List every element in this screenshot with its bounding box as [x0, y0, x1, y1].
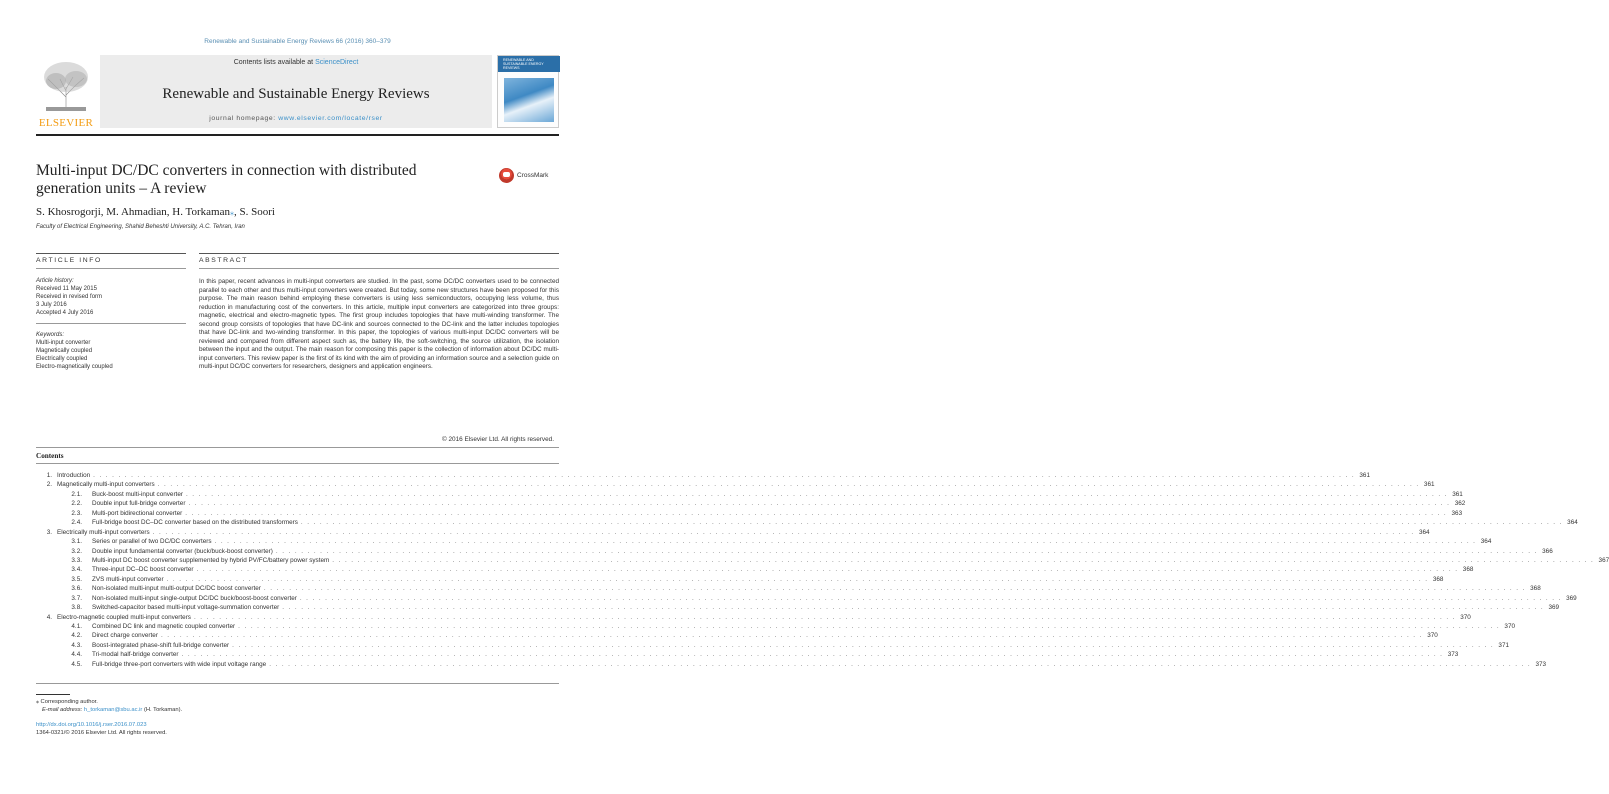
- sciencedirect-link[interactable]: ScienceDirect: [315, 59, 359, 66]
- toc-entry-number: 3.4.: [71, 566, 82, 574]
- author-name[interactable]: , S. Soori: [233, 206, 275, 218]
- doi-block: [36, 721, 167, 738]
- toc-entry-number: 2.1.: [71, 490, 82, 498]
- toc-entry-number: 1.: [46, 472, 52, 479]
- article-info-subrule: [36, 268, 186, 269]
- toc-leader-dots: . . . . . . . . . . . . . . . . . . . . . . . . . . . . . . . . . . . . . . . . . . . . . . . . . . . . . . . . . . . . . . . . . . . . . . . . . . . . . . . . . . . . . . . . . . . . . . . . . . . . . . . . . . . . . . . . . . . . . . . . . . . . . . . . . . . . . . . . . . . . . . . . . . . . . . . . . . . . . . . . . . . . . . . . . . . . . . . . . . . . . . . . . . . . . . . . . . . . . . . .: [332, 556, 1595, 564]
- article-info-rule: [36, 253, 186, 254]
- toc-entry[interactable]: [36, 631, 1438, 640]
- toc-leader-dots: . . . . . . . . . . . . . . . . . . . . . . . . . . . . . . . . . . . . . . . . . . . . . . . . . . . . . . . . . . . . . . . . . . . . . . . . . . . . . . . . . . . . . . . . . . . . . . . . . . . . . . . . . . . . . . . . . . . . . . . . . . . . . . . . . . . . . . . . . . . . . . . . . . . . . . . . . . . . . . . . . . . . . . . . . . . . . . . . . . . . . . . . . . . . . . . . . . . . . . . .: [214, 538, 1477, 546]
- toc-entry[interactable]: [36, 650, 1459, 659]
- journal-cover-thumbnail[interactable]: [497, 55, 559, 128]
- header-divider: [36, 134, 559, 136]
- toc-entry-page[interactable]: 361: [1452, 490, 1463, 498]
- toc-entry-page[interactable]: 364: [1567, 519, 1578, 527]
- toc-entry-page[interactable]: 370: [1427, 632, 1438, 640]
- toc-entry-title[interactable]: Boost-integrated phase-shift full-bridge converter: [92, 641, 230, 649]
- toc-entry-number: 3.6.: [71, 585, 82, 593]
- toc-entry-title[interactable]: Full-bridge boost DC–DC converter based on the distributed transformers: [92, 519, 298, 527]
- toc-leader-dots: . . . . . . . . . . . . . . . . . . . . . . . . . . . . . . . . . . . . . . . . . . . . . . . . . . . . . . . . . . . . . . . . . . . . . . . . . . . . . . . . . . . . . . . . . . . . . . . . . . . . . . . . . . . . . . . . . . . . . . . . . . . . . . . . . . . . . . . . . . . . . . . . . . . . . . . . . . . . . . . . . . . . . . . . . . . . . . . . . . . . . . . . . . . . . . . . . . . . . . . .: [185, 490, 1448, 498]
- toc-leader-dots: . . . . . . . . . . . . . . . . . . . . . . . . . . . . . . . . . . . . . . . . . . . . . . . . . . . . . . . . . . . . . . . . . . . . . . . . . . . . . . . . . . . . . . . . . . . . . . . . . . . . . . . . . . . . . . . . . . . . . . . . . . . . . . . . . . . . . . . . . . . . . . . . . . . . . . . . . . . . . . . . . . . . . . . . . . . . . . . . . . . . . . . . . . . . . . . . . . . . . . . .: [269, 660, 1532, 668]
- toc-entry-title[interactable]: Buck-boost multi-input converter: [92, 490, 183, 498]
- homepage-link[interactable]: www.elsevier.com/locate/rser: [278, 115, 383, 122]
- toc-leader-dots: . . . . . . . . . . . . . . . . . . . . . . . . . . . . . . . . . . . . . . . . . . . . . . . . . . . . . . . . . . . . . . . . . . . . . . . . . . . . . . . . . . . . . . . . . . . . . . . . . . . . . . . . . . . . . . . . . . . . . . . . . . . . . . . . . . . . . . . . . . . . . . . . . . . . . . . . . . . . . . . . . . . . . . . . . . . . . . . . . . . . . . . . . . . . . . . . . . . . . . . .: [193, 613, 1456, 621]
- toc-entry-number: 2.: [46, 481, 52, 489]
- publisher-wordmark: ELSEVIER: [38, 117, 94, 129]
- toc-entry[interactable]: [36, 575, 1444, 584]
- toc-entry-title[interactable]: Introduction: [57, 472, 91, 479]
- crossmark-icon: [499, 168, 514, 183]
- email-link[interactable]: h_torkaman@sbu.ac.ir: [83, 707, 143, 713]
- toc-entry-page[interactable]: 361: [1359, 472, 1370, 479]
- toc-entry[interactable]: [36, 499, 1466, 508]
- toc-entry-title[interactable]: Electrically multi-input converters: [57, 528, 150, 536]
- toc-entry-page[interactable]: 361: [1423, 481, 1435, 489]
- abstract-copyright: © 2016 Elsevier Ltd. All rights reserved.: [442, 436, 554, 443]
- toc-entry-page[interactable]: 370: [1460, 613, 1471, 621]
- toc-entry-page[interactable]: 368: [1432, 575, 1444, 583]
- toc-entry[interactable]: [36, 622, 1516, 631]
- toc-entry-number: 3.1.: [71, 538, 82, 546]
- toc-leader-dots: . . . . . . . . . . . . . . . . . . . . . . . . . . . . . . . . . . . . . . . . . . . . . . . . . . . . . . . . . . . . . . . . . . . . . . . . . . . . . . . . . . . . . . . . . . . . . . . . . . . . . . . . . . . . . . . . . . . . . . . . . . . . . . . . . . . . . . . . . . . . . . . . . . . . . . . . . . . . . . . . . . . . . . . . . . . . . . . . . . . . . . . . . . . . . . . . . . . . . . . .: [152, 528, 1415, 536]
- toc-entry-title[interactable]: Non-isolated multi-input multi-output DC/DC boost converter: [92, 585, 261, 593]
- toc-entry[interactable]: [36, 471, 1370, 480]
- abstract-rule: [199, 253, 559, 254]
- toc-entry-title[interactable]: Double input full-bridge converter: [92, 500, 186, 508]
- journal-header: [36, 55, 559, 130]
- contents-bottom-rule: [36, 683, 559, 684]
- toc-entry-number: 3.2.: [71, 547, 82, 555]
- contents-heading: Contents: [36, 452, 64, 460]
- toc-entry-page[interactable]: 370: [1504, 623, 1516, 630]
- footnote: [36, 698, 182, 714]
- toc-entry[interactable]: [36, 537, 1492, 546]
- toc-entry-page[interactable]: 367: [1598, 556, 1609, 564]
- toc-leader-dots: . . . . . . . . . . . . . . . . . . . . . . . . . . . . . . . . . . . . . . . . . . . . . . . . . . . . . . . . . . . . . . . . . . . . . . . . . . . . . . . . . . . . . . . . . . . . . . . . . . . . . . . . . . . . . . . . . . . . . . . . . . . . . . . . . . . . . . . . . . . . . . . . . . . . . . . . . . . . . . . . . . . . . . . . . . . . . . . . . . . . . . . . . . . . . . . . . . . . . . . .: [160, 632, 1423, 640]
- toc-entry[interactable]: [36, 528, 1430, 537]
- toc-entry[interactable]: [36, 641, 1510, 650]
- toc-leader-dots: . . . . . . . . . . . . . . . . . . . . . . . . . . . . . . . . . . . . . . . . . . . . . . . . . . . . . . . . . . . . . . . . . . . . . . . . . . . . . . . . . . . . . . . . . . . . . . . . . . . . . . . . . . . . . . . . . . . . . . . . . . . . . . . . . . . . . . . . . . . . . . . . . . . . . . . . . . . . . . . . . . . . . . . . . . . . . . . . . . . . . . . . . . . . . . . . . . . . . . . .: [196, 566, 1459, 574]
- toc-entry-page[interactable]: 371: [1498, 641, 1510, 649]
- toc-entry-title[interactable]: Combined DC link and magnetic coupled converter: [92, 623, 236, 630]
- toc-entry[interactable]: [36, 480, 1435, 489]
- journal-banner: [100, 55, 492, 128]
- keywords: [36, 331, 186, 371]
- toc-entry-title[interactable]: Direct charge converter: [92, 632, 158, 640]
- toc-entry-page[interactable]: 362: [1454, 500, 1466, 508]
- toc-entry[interactable]: [36, 509, 1463, 518]
- toc-entry-number: 3.: [46, 528, 52, 536]
- email-owner: (H. Torkaman).: [143, 707, 183, 713]
- toc-entry-number: 4.1.: [71, 623, 82, 630]
- toc-leader-dots: . . . . . . . . . . . . . . . . . . . . . . . . . . . . . . . . . . . . . . . . . . . . . . . . . . . . . . . . . . . . . . . . . . . . . . . . . . . . . . . . . . . . . . . . . . . . . . . . . . . . . . . . . . . . . . . . . . . . . . . . . . . . . . . . . . . . . . . . . . . . . . . . . . . . . . . . . . . . . . . . . . . . . . . . . . . . . . . . . . . . . . . . . . . . . . . . . . . . . . . .: [157, 481, 1420, 489]
- cover-title: RENEWABLE AND SUSTAINABLE ENERGY REVIEWS: [503, 58, 544, 70]
- toc-entry[interactable]: [36, 613, 1471, 622]
- article-info-heading: ARTICLE INFO: [36, 257, 102, 264]
- corresponding-author-mark[interactable]: ⁎: [229, 208, 234, 217]
- toc-leader-dots: . . . . . . . . . . . . . . . . . . . . . . . . . . . . . . . . . . . . . . . . . . . . . . . . . . . . . . . . . . . . . . . . . . . . . . . . . . . . . . . . . . . . . . . . . . . . . . . . . . . . . . . . . . . . . . . . . . . . . . . . . . . . . . . . . . . . . . . . . . . . . . . . . . . . . . . . . . . . . . . . . . . . . . . . . . . . . . . . . . . . . . . . . . . . . . . . . . . . . . . .: [263, 585, 1526, 593]
- toc-entry-title[interactable]: Series or parallel of two DC/DC converters: [92, 538, 212, 546]
- cover-image: [504, 78, 554, 122]
- keyword: Magnetically coupled: [36, 348, 93, 354]
- toc-entry-page[interactable]: 364: [1480, 538, 1492, 546]
- contents-top-rule: [36, 447, 559, 448]
- homepage-prefix: journal homepage:: [209, 115, 276, 122]
- toc-entry[interactable]: [36, 603, 1560, 612]
- author-affiliation: Faculty of Electrical Engineering, Shahid Beheshti University, A.C. Tehran, Iran: [36, 224, 245, 230]
- toc-entry-page[interactable]: 368: [1530, 585, 1541, 593]
- toc-entry[interactable]: [36, 547, 1553, 556]
- toc-entry-number: 4.2.: [71, 632, 82, 640]
- toc-entry-title[interactable]: Multi-input DC boost converter supplemented by hybrid PV/FC/battery power system: [92, 556, 330, 564]
- author-name[interactable]: M. Ahmadian,: [106, 206, 173, 218]
- toc-leader-dots: . . . . . . . . . . . . . . . . . . . . . . . . . . . . . . . . . . . . . . . . . . . . . . . . . . . . . . . . . . . . . . . . . . . . . . . . . . . . . . . . . . . . . . . . . . . . . . . . . . . . . . . . . . . . . . . . . . . . . . . . . . . . . . . . . . . . . . . . . . . . . . . . . . . . . . . . . . . . . . . . . . . . . . . . . . . . . . . . . . . . . . . . . . . . . . . . . . . . . . . .: [185, 509, 1448, 517]
- toc-entry-page[interactable]: 363: [1451, 509, 1463, 517]
- keyword: Electro-magnetically coupled: [36, 364, 113, 370]
- toc-entry-number: 3.5.: [71, 575, 82, 583]
- corresponding-author-note: Corresponding author.: [40, 699, 98, 705]
- toc-entry-number: 4.5.: [71, 660, 82, 668]
- toc-entry[interactable]: [36, 584, 1541, 593]
- issn-copyright: 1364-0321/© 2016 Elsevier Ltd. All rights reserved.: [36, 730, 167, 737]
- history-item: Received in revised form: [36, 294, 103, 300]
- toc-entry-title[interactable]: Full-bridge three-port converters with wide input voltage range: [92, 660, 267, 668]
- toc-entry-title[interactable]: ZVS multi-input converter: [92, 575, 164, 583]
- toc-entry-number: 2.2.: [71, 500, 82, 508]
- toc-entry-page[interactable]: 368: [1462, 566, 1474, 574]
- elsevier-tree-icon: [40, 57, 92, 113]
- author-list: [36, 206, 275, 218]
- author-name[interactable]: H. Torkaman: [172, 206, 230, 218]
- abstract-text: In this paper, recent advances in multi-input converters are studied. In the past, some DC/DC converters used to be connected parallel to each other and thus multi-input converters were created. But today, some new structures have been proposed for this purpose. The main reason behind employing these converters is using less semiconductors, occupying less volume, thus reduction in manufacturing cost of the converters. In this article, multiple input converters are categorized into three groups: magnetic, electrical and electro-magnetic types. The first group includes topologies that have multi-winding transformer. The second group consists of topologies that have DC-link and sources connected to the DC-link and the latter includes topologies that have DC-link and two-winding transformer. In this paper, the topologies of various multi-input DC/DC converters will be reviewed and compared from different aspect such as, the battery life, the soft-switching, the source utilization, the isolation between the input and the output. The main reason for composing this paper is the collection of information about DC/DC multi-input converters. This review paper is the first of its kind with the aim of providing an information source and a selection guide on multi-input DC/DC converters for researchers, designers and application engineers.: [199, 278, 559, 371]
- toc-leader-dots: . . . . . . . . . . . . . . . . . . . . . . . . . . . . . . . . . . . . . . . . . . . . . . . . . . . . . . . . . . . . . . . . . . . . . . . . . . . . . . . . . . . . . . . . . . . . . . . . . . . . . . . . . . . . . . . . . . . . . . . . . . . . . . . . . . . . . . . . . . . . . . . . . . . . . . . . . . . . . . . . . . . . . . . . . . . . . . . . . . . . . . . . . . . . . . . . . . . . . . . .: [93, 472, 1355, 479]
- toc-entry-page[interactable]: 369: [1566, 594, 1577, 602]
- keyword: Multi-input converter: [36, 340, 91, 346]
- elsevier-logo[interactable]: [36, 55, 96, 129]
- history-item: Accepted 4 July 2016: [36, 310, 94, 316]
- keywords-rule: [36, 323, 186, 324]
- toc-entry-number: 3.3.: [71, 556, 82, 564]
- toc-entry-page[interactable]: 366: [1542, 547, 1553, 555]
- contents-heading-rule: [36, 463, 559, 464]
- toc-entry-page[interactable]: 364: [1418, 528, 1430, 536]
- toc-leader-dots: . . . . . . . . . . . . . . . . . . . . . . . . . . . . . . . . . . . . . . . . . . . . . . . . . . . . . . . . . . . . . . . . . . . . . . . . . . . . . . . . . . . . . . . . . . . . . . . . . . . . . . . . . . . . . . . . . . . . . . . . . . . . . . . . . . . . . . . . . . . . . . . . . . . . . . . . . . . . . . . . . . . . . . . . . . . . . . . . . . . . . . . . . . . . . . . . . . . . . . . .: [188, 500, 1451, 508]
- toc-leader-dots: . . . . . . . . . . . . . . . . . . . . . . . . . . . . . . . . . . . . . . . . . . . . . . . . . . . . . . . . . . . . . . . . . . . . . . . . . . . . . . . . . . . . . . . . . . . . . . . . . . . . . . . . . . . . . . . . . . . . . . . . . . . . . . . . . . . . . . . . . . . . . . . . . . . . . . . . . . . . . . . . . . . . . . . . . . . . . . . . . . . . . . . . . . . . . . . . . . . . . . . .: [300, 519, 1563, 527]
- abstract-subrule: [199, 268, 559, 269]
- journal-homepage: [100, 115, 492, 122]
- history-item: 3 July 2016: [36, 302, 67, 308]
- history-item: Received 11 May 2015: [36, 286, 97, 292]
- toc-entry-title[interactable]: Multi-port bidirectional converter: [92, 509, 183, 517]
- toc-entry-title[interactable]: Electro-magnetic coupled multi-input converters: [57, 613, 191, 621]
- history-label: Article history:: [36, 278, 74, 284]
- toc-entry[interactable]: [36, 594, 1577, 603]
- toc-entry[interactable]: [36, 518, 1578, 527]
- abstract-heading: ABSTRACT: [199, 257, 249, 264]
- toc-entry-page[interactable]: 373: [1447, 651, 1459, 659]
- email-label: E-mail address:: [42, 707, 83, 713]
- crossmark-label: CrossMark: [517, 172, 549, 179]
- toc-leader-dots: . . . . . . . . . . . . . . . . . . . . . . . . . . . . . . . . . . . . . . . . . . . . . . . . . . . . . . . . . . . . . . . . . . . . . . . . . . . . . . . . . . . . . . . . . . . . . . . . . . . . . . . . . . . . . . . . . . . . . . . . . . . . . . . . . . . . . . . . . . . . . . . . . . . . . . . . . . . . . . . . . . . . . . . . . . . . . . . . . . . . . . . . . . . . . . . . . . . . . . . .: [299, 594, 1562, 602]
- keyword: Electrically coupled: [36, 356, 88, 362]
- contents-availability: [100, 59, 492, 66]
- table-of-contents: [36, 471, 1609, 669]
- toc-leader-dots: . . . . . . . . . . . . . . . . . . . . . . . . . . . . . . . . . . . . . . . . . . . . . . . . . . . . . . . . . . . . . . . . . . . . . . . . . . . . . . . . . . . . . . . . . . . . . . . . . . . . . . . . . . . . . . . . . . . . . . . . . . . . . . . . . . . . . . . . . . . . . . . . . . . . . . . . . . . . . . . . . . . . . . . . . . . . . . . . . . . . . . . . . . . . . . . . . . . . . . . .: [181, 651, 1444, 659]
- toc-entry[interactable]: [36, 490, 1463, 499]
- toc-entry-title[interactable]: Double input fundamental converter (buck/buck-boost converter): [92, 547, 273, 555]
- journal-title: Renewable and Sustainable Energy Reviews: [162, 86, 430, 102]
- article-history: [36, 277, 186, 317]
- toc-entry-number: 4.: [46, 613, 52, 621]
- toc-entry-number: 3.7.: [71, 594, 82, 602]
- toc-entry-page[interactable]: 373: [1535, 660, 1547, 668]
- keywords-label: Keywords:: [36, 332, 65, 338]
- doi-link[interactable]: http://dx.doi.org/10.1016/j.rser.2016.07.023: [36, 722, 147, 728]
- toc-entry[interactable]: [36, 660, 1547, 669]
- author-name[interactable]: S. Khosrogorji,: [36, 206, 107, 218]
- toc-leader-dots: . . . . . . . . . . . . . . . . . . . . . . . . . . . . . . . . . . . . . . . . . . . . . . . . . . . . . . . . . . . . . . . . . . . . . . . . . . . . . . . . . . . . . . . . . . . . . . . . . . . . . . . . . . . . . . . . . . . . . . . . . . . . . . . . . . . . . . . . . . . . . . . . . . . . . . . . . . . . . . . . . . . . . . . . . . . . . . . . . . . . . . . . . . . . . . . . . . . . . . . .: [282, 604, 1545, 612]
- toc-entry-title[interactable]: Non-isolated multi-input single-output DC/DC buck/boost-boost converter: [92, 594, 297, 602]
- toc-entry-title[interactable]: Tri-modal half-bridge converter: [92, 651, 179, 659]
- toc-leader-dots: . . . . . . . . . . . . . . . . . . . . . . . . . . . . . . . . . . . . . . . . . . . . . . . . . . . . . . . . . . . . . . . . . . . . . . . . . . . . . . . . . . . . . . . . . . . . . . . . . . . . . . . . . . . . . . . . . . . . . . . . . . . . . . . . . . . . . . . . . . . . . . . . . . . . . . . . . . . . . . . . . . . . . . . . . . . . . . . . . . . . . . . . . . . . . . . . . . . . . . . .: [238, 623, 1501, 630]
- toc-entry[interactable]: [36, 556, 1609, 565]
- toc-entry[interactable]: [36, 565, 1474, 574]
- contents-prefix: Contents lists available at: [233, 59, 314, 66]
- footnote-rule: [36, 694, 70, 695]
- article-title: Multi-input DC/DC converters in connection with distributed generation units – A review: [36, 162, 417, 197]
- toc-leader-dots: . . . . . . . . . . . . . . . . . . . . . . . . . . . . . . . . . . . . . . . . . . . . . . . . . . . . . . . . . . . . . . . . . . . . . . . . . . . . . . . . . . . . . . . . . . . . . . . . . . . . . . . . . . . . . . . . . . . . . . . . . . . . . . . . . . . . . . . . . . . . . . . . . . . . . . . . . . . . . . . . . . . . . . . . . . . . . . . . . . . . . . . . . . . . . . . . . . . . . . . .: [166, 575, 1429, 583]
- journal-reference[interactable]: Renewable and Sustainable Energy Reviews 66 (2016) 360–379: [204, 38, 391, 45]
- toc-entry-number: 3.8.: [71, 604, 82, 612]
- toc-entry-title[interactable]: Magnetically multi-input converters: [57, 481, 155, 489]
- toc-entry-number: 4.3.: [71, 641, 82, 649]
- toc-entry-number: 4.4.: [71, 651, 82, 659]
- toc-entry-number: 2.4.: [71, 519, 82, 527]
- toc-entry-title[interactable]: Switched-capacitor based multi-input voltage-summation converter: [92, 604, 280, 612]
- toc-leader-dots: . . . . . . . . . . . . . . . . . . . . . . . . . . . . . . . . . . . . . . . . . . . . . . . . . . . . . . . . . . . . . . . . . . . . . . . . . . . . . . . . . . . . . . . . . . . . . . . . . . . . . . . . . . . . . . . . . . . . . . . . . . . . . . . . . . . . . . . . . . . . . . . . . . . . . . . . . . . . . . . . . . . . . . . . . . . . . . . . . . . . . . . . . . . . . . . . . . . . . . . .: [232, 641, 1495, 649]
- toc-entry-page[interactable]: 369: [1548, 604, 1560, 612]
- footnote-marker: ⁎: [36, 699, 39, 705]
- toc-entry-title[interactable]: Three-input DC–DC boost converter: [92, 566, 194, 574]
- toc-entry-number: 2.3.: [71, 509, 82, 517]
- toc-leader-dots: . . . . . . . . . . . . . . . . . . . . . . . . . . . . . . . . . . . . . . . . . . . . . . . . . . . . . . . . . . . . . . . . . . . . . . . . . . . . . . . . . . . . . . . . . . . . . . . . . . . . . . . . . . . . . . . . . . . . . . . . . . . . . . . . . . . . . . . . . . . . . . . . . . . . . . . . . . . . . . . . . . . . . . . . . . . . . . . . . . . . . . . . . . . . . . . . . . . . . . . .: [275, 547, 1538, 555]
- crossmark-badge[interactable]: [499, 168, 561, 184]
